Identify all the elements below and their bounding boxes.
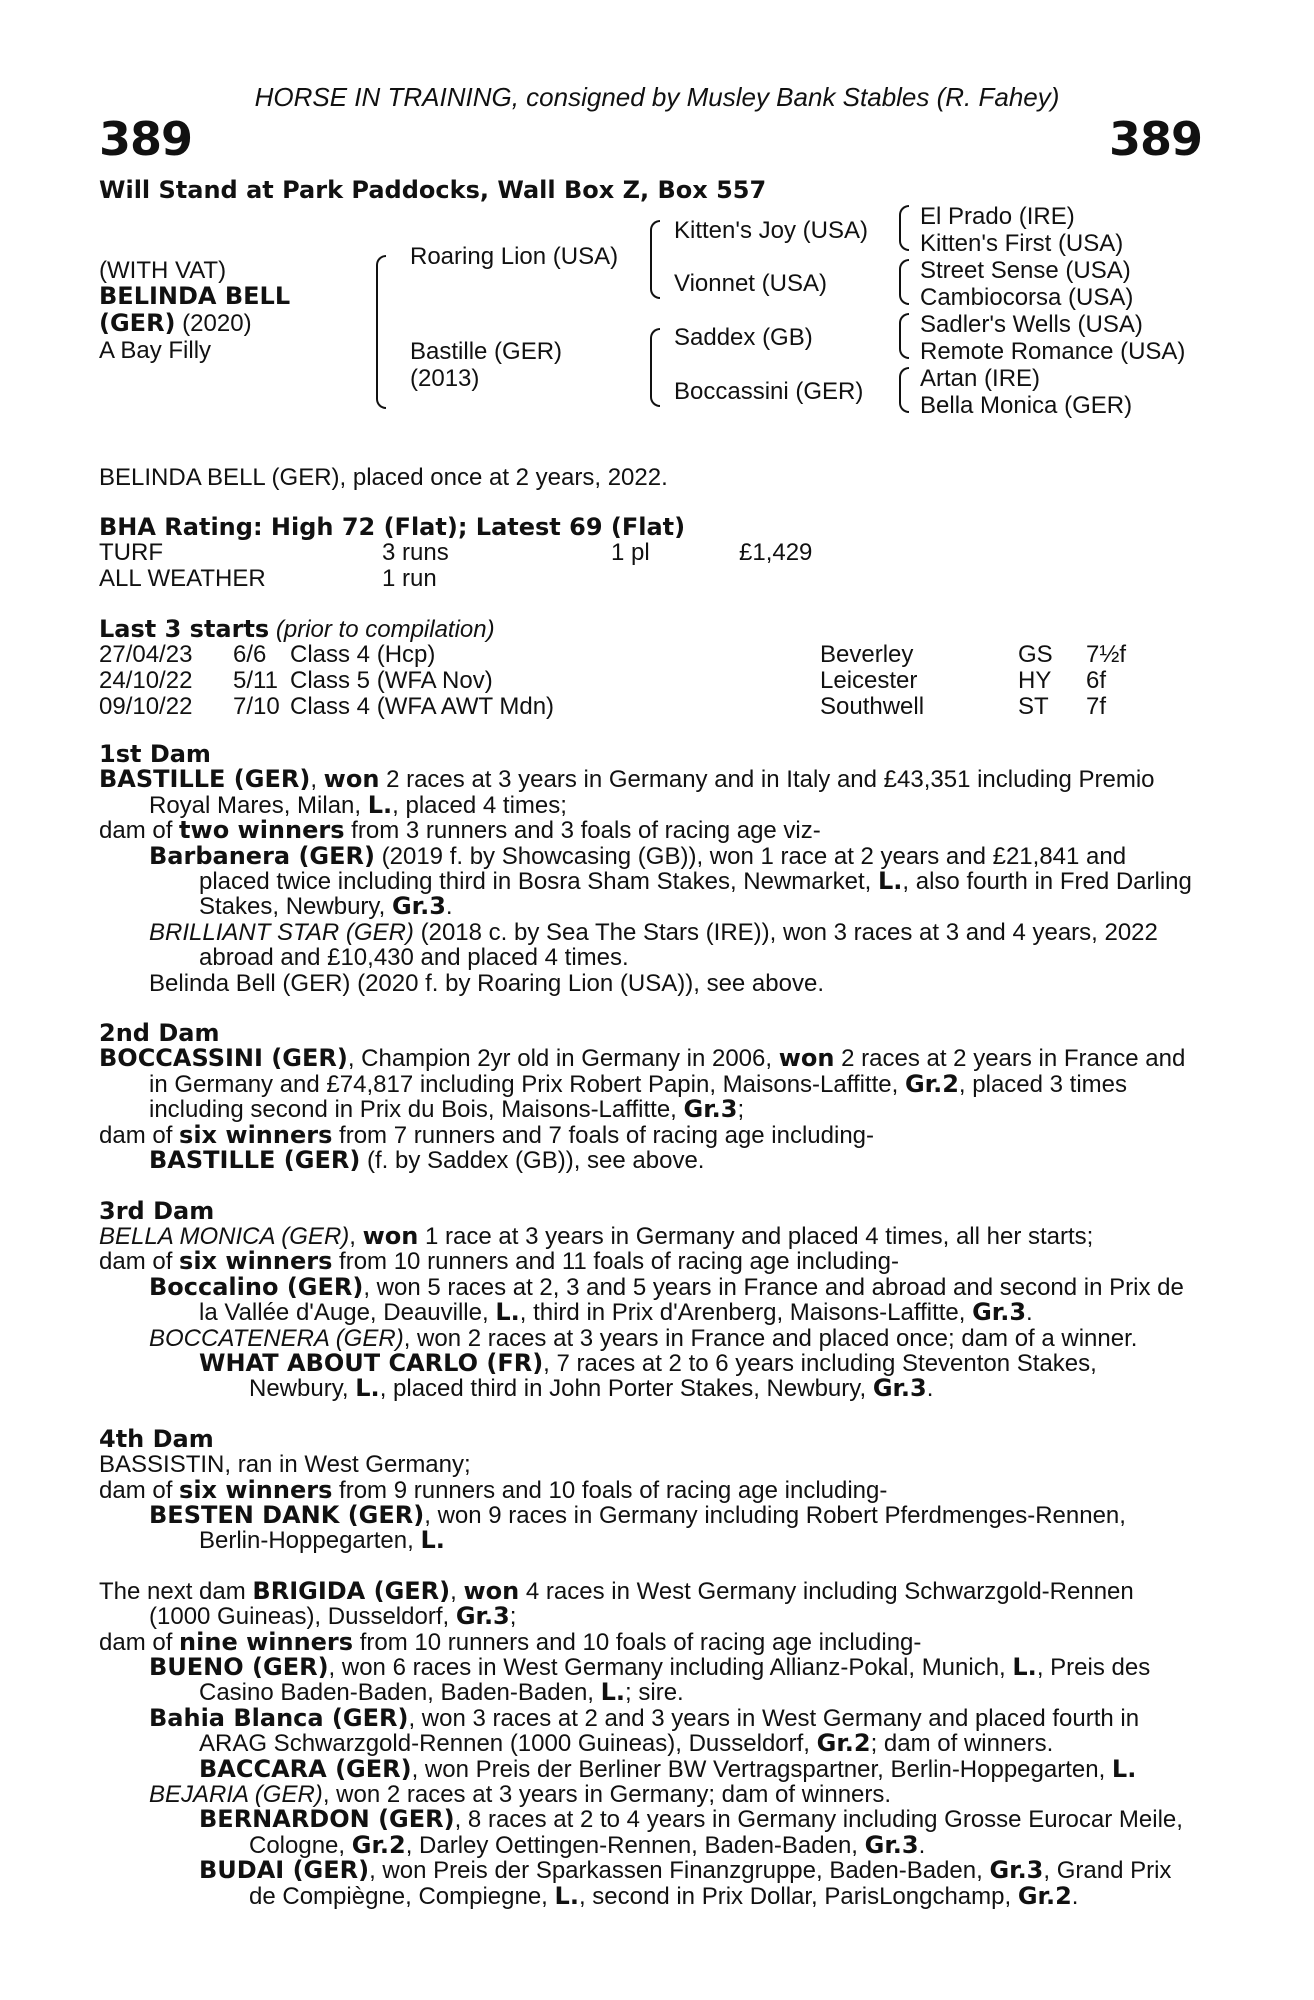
dam3-produce-1 [149,1272,1201,1327]
nextdam-p1-name: BUENO (GER) [149,1653,329,1681]
sire-sire: Kitten's Joy (USA) [674,217,868,244]
pedigree-bracket-3b [899,259,909,305]
start-pos: 6/6 [233,641,267,668]
dam1-damof [99,818,1201,843]
nextdam-p5-group2: Gr.3 [864,1830,919,1859]
dam2-produce-1 [149,1148,1201,1173]
dam2-group1: Gr.2 [904,1069,959,1098]
nextdam-p2-text1: , won 3 races at 2 and 3 years in West Germany and placed fourth in ARAG Schwarzgold-Rennen (1000 Guineas), Dusseldorf, [199,1704,1140,1758]
dam3-heading: 3rd Dam [99,1196,215,1225]
start-going: GS [1018,641,1053,668]
nextdam-p5-group1: Gr.2 [351,1830,406,1859]
dam2-damof-a: dam of [99,1121,180,1149]
dam3-text2: 1 race at 3 years in Germany and placed 4 times, all her starts; [418,1222,1094,1250]
start-race: Class 4 (Hcp) [290,641,436,668]
nextdam-damof-c: from 10 runners and 10 foals of racing age including- [353,1628,922,1656]
dam3-p1-text1: , won 5 races at 2, 3 and 5 years in France and abroad and second in Prix de la Vallée d'Auge, Deauville, [199,1273,1184,1327]
lot-number-right: 389 [1108,112,1202,166]
nextdam-p6-text3: , second in Prix Dollar, ParisLongchamp, [578,1882,1018,1910]
consignment-header: HORSE IN TRAINING, consigned by Musley Bank Stables (R. Fahey) [254,82,1060,112]
turf-row [99,539,1199,565]
ped-dds: Artan (IRE) [920,365,1041,392]
ped-ssd: Kitten's First (USA) [920,230,1124,257]
nextdam-produce-1 [149,1655,1201,1706]
nextdam-damof-b: nine winners [179,1627,354,1656]
dam3-produce-2 [149,1326,1201,1351]
dam4-damof-b: six winners [179,1475,333,1504]
start-course: Beverley [820,641,914,668]
nextdam-p6-listed: L. [554,1881,579,1910]
horse-country: (GER) [99,309,176,337]
dam1-p1-group: Gr.3 [391,892,446,921]
dam1-p2-text: (2018 c. by Sea The Stars (IRE)), won 3 races at 3 and 4 years, 2022 abroad and £10,430 and placed 4 times. [199,918,1158,972]
dam3-p1-listed: L. [495,1298,520,1327]
start-pos: 5/11 [233,667,278,694]
nextdam-p2-text2: ; dam of winners. [870,1730,1054,1758]
dam1-won: won [323,765,380,794]
dam3-p3-group: Gr.3 [872,1374,927,1403]
nextdam-produce-6 [199,1858,1201,1909]
nextdam-produce-3 [199,1754,1201,1783]
nextdam-text3: ; [509,1603,517,1631]
start-row [99,667,1199,693]
nextdam-produce-5 [199,1807,1201,1858]
dam: Bastille (GER) [410,338,563,365]
dam2-text1: , Champion 2yr old in Germany in 2006, [347,1045,779,1073]
pedigree-bracket-3d [899,367,909,413]
nextdam-text2: 4 races in West Germany including Schwarzgold-Rennen (1000 Guineas), Dusseldorf, [149,1577,1134,1631]
dam1-damof-c: from 3 runners and 3 foals of racing age viz- [344,817,821,845]
pedigree-bracket-1 [376,255,386,409]
start-date: 09/10/22 [99,693,193,720]
start-pos: 7/10 [233,693,280,720]
turf-label: TURF [99,539,163,566]
start-going: ST [1018,693,1049,720]
dam2-damof [99,1120,1201,1149]
start-course: Leicester [820,667,918,694]
dam3-record [99,1221,1201,1250]
dam2-damof-b: six winners [179,1120,333,1149]
start-going: HY [1018,667,1052,694]
start-race: Class 4 (WFA AWT Mdn) [290,693,555,720]
last-starts-note: (prior to compilation) [269,616,495,643]
dam3-name: BELLA MONICA (GER) [99,1222,350,1250]
bha-rating: BHA Rating: High 72 (Flat); Latest 69 (Flat) [99,513,686,541]
dam3-produce-3 [199,1348,1201,1403]
nextdam-name: BRIGIDA (GER) [252,1576,451,1605]
nextdam-p5-text2: , Darley Oettingen-Rennen, Baden-Baden, [405,1831,865,1859]
pedigree-bracket-3c [899,313,909,359]
dam4-damof-a: dam of [99,1476,180,1504]
ped-sss: El Prado (IRE) [920,203,1075,230]
start-row [99,693,1199,719]
dam1-damof-b: two winners [179,816,345,845]
ped-dsd: Remote Romance (USA) [920,338,1186,365]
stand-location: Will Stand at Park Paddocks, Wall Box Z, Box 557 [99,176,767,204]
nextdam-group: Gr.3 [455,1602,510,1631]
dam4-record: BASSISTIN, ran in West Germany; [99,1451,471,1479]
nextdam-produce-2 [149,1703,1201,1758]
horse-name: BELINDA BELL [99,282,291,310]
dam2-name: BOCCASSINI (GER) [99,1044,348,1073]
lot-number-left: 389 [99,112,193,166]
dam1-produce-2 [149,920,1201,971]
dam3-p3-text2: , placed third in John Porter Stakes, Newbury, [379,1375,873,1403]
dam4-p1-name: BESTEN DANK (GER) [149,1500,425,1529]
nextdam-p1-text2: , Preis des Casino Baden-Baden, Baden-Baden, [199,1654,1151,1707]
dam1-p1-text2: , also fourth in Fred Darling Stakes, Newbury, [199,868,1192,921]
dam2-p1-text: (f. by Saddex (GB)), see above. [360,1147,705,1175]
dam3-p3-name: WHAT ABOUT CARLO (FR) [199,1348,544,1377]
nextdam-p5-name: BERNARDON (GER) [199,1805,455,1834]
dam2-won: won [778,1044,835,1073]
ped-sds: Street Sense (USA) [920,257,1131,284]
nextdam-p5-text1: , 8 races at 2 to 4 years in Germany including Grosse Eurocar Meile, Cologne, [249,1806,1183,1859]
nextdam-p1-text3: ; sire. [625,1679,684,1707]
nextdam-won: won [463,1576,520,1605]
dam1-damof-a: dam of [99,817,180,845]
nextdam-damof-a: dam of [99,1628,180,1656]
dam1-p1-text1: (2019 f. by Showcasing (GB)), won 1 race at 2 years and £21,841 and placed twice including third in Bosra Sham Stakes, Newmarket, [199,842,1127,896]
start-dist: 7½f [1086,641,1127,668]
dam2-p1-name: BASTILLE (GER) [149,1146,361,1175]
dam1-text2: , placed 4 times; [392,791,567,819]
dam3-p1-text3: . [1026,1299,1033,1327]
dam1-p1-listed: L. [877,867,903,896]
dam2-text3: , placed 3 times including second in Prix du Bois, Maisons-Laffitte, [149,1070,1128,1124]
nextdam-p6-text4: . [1071,1882,1079,1910]
dam3-damof-c: from 10 runners and 11 foals of racing age including- [332,1248,899,1276]
dam3-won: won [362,1221,419,1250]
dam4-p1-listed: L. [420,1526,445,1555]
aw-runs: 1 run [382,565,437,592]
nextdam-p3-listed: L. [1111,1754,1137,1783]
ped-dss: Sadler's Wells (USA) [920,311,1143,338]
dam1-heading: 1st Dam [99,740,211,768]
dam-sire: Saddex (GB) [674,324,813,351]
dam2-heading: 2nd Dam [99,1019,220,1048]
nextdam-text0: The next dam [99,1577,253,1605]
dam4-damof-c: from 9 runners and 10 foals of racing age including- [332,1476,888,1504]
vat-label: (WITH VAT) [99,257,227,284]
dam1-produce-3: Belinda Bell (GER) (2020 f. by Roaring Lion (USA)), see above. [149,969,824,997]
nextdam-p4-text: , won 2 races at 3 years in Germany; dam of winners. [322,1781,892,1809]
dam1-text1: 2 races at 3 years in Germany and in Italy and £43,351 including Premio Royal Mares, Milan, [149,766,1155,819]
start-date: 27/04/23 [99,641,193,668]
dam-year: (2013) [410,365,480,392]
dam3-p3-text1: , 7 races at 2 to 6 years including Steventon Stakes, Newbury, [249,1349,1097,1403]
dam-sections [99,742,1201,1909]
nextdam-p2-group: Gr.2 [816,1729,871,1758]
dam1-p2-name: BRILLIANT STAR (GER) [149,918,414,946]
nextdam-text1: , [450,1577,464,1605]
nextdam-p2-name: Bahia Blanca (GER) [149,1703,409,1732]
dam2-record [99,1046,1201,1122]
nextdam-p6-group2: Gr.2 [1017,1881,1072,1910]
dam4-heading: 4th Dam [99,1424,214,1453]
dam-dam: Boccassini (GER) [674,378,864,405]
start-dist: 7f [1086,693,1107,720]
dam2-text2: 2 races at 2 years in France and in Germany and £74,817 including Prix Robert Papin, Maisons-Laffitte, [149,1045,1186,1098]
horse-year: (2020) [175,310,252,337]
pedigree-bracket-3a [899,205,909,251]
nextdam-produce-4 [149,1782,1201,1807]
horse-description: A Bay Filly [99,337,212,364]
dam3-p1-text2: , third in Prix d'Arenberg, Maisons-Laffitte, [519,1299,973,1327]
last-starts-title: Last 3 starts [99,615,270,643]
start-row [99,641,1199,667]
ped-ddd: Bella Monica (GER) [920,392,1133,419]
pedigree-bracket-2a [650,220,660,299]
aw-row [99,565,1199,591]
summary-line: BELINDA BELL (GER), placed once at 2 years, 2022. [99,464,668,491]
dam3-p1-name: Boccalino (GER) [149,1272,364,1301]
dam2-text4: ; [737,1096,745,1124]
dam3-text1: , [349,1222,363,1250]
dam3-damof [99,1249,1201,1274]
dam1-produce-1 [149,841,1201,921]
dam3-p1-group: Gr.3 [972,1298,1027,1327]
dam4-p1-text: , won 9 races in Germany including Robert Pferdmenges-Rennen, Berlin-Hoppegarten, [199,1501,1126,1555]
turf-runs: 3 runs [382,539,449,566]
nextdam-p4-name: BEJARIA (GER) [149,1781,323,1809]
nextdam-p6-name: BUDAI (GER) [199,1856,370,1885]
dam4-damof [99,1475,1201,1504]
dam4-produce-1 [149,1500,1201,1555]
dam1-record: BASTILLE (GER), won 2 races at 3 years in Germany and in Italy and £43,351 including Premio Royal Mares, Milan, L., placed 4 times; [99,765,1155,819]
dam1-p1-name: Barbanera (GER) [149,841,375,870]
dam3-p2-text: , won 2 races at 3 years in France and placed once; dam of a winner. [403,1324,1138,1352]
nextdam-p3-text1: , won Preis der Berliner BW Vertragspartner, Berlin-Hoppegarten, [411,1755,1112,1783]
aw-label: ALL WEATHER [99,565,266,592]
nextdam-p1-listed1: L. [1012,1653,1037,1681]
start-race: Class 5 (WFA Nov) [290,667,493,694]
start-dist: 6f [1086,667,1107,694]
dam1-listed: L. [367,790,393,819]
nextdam-p6-group1: Gr.3 [989,1856,1044,1885]
start-course: Southwell [820,693,925,720]
dam3-p3-listed: L. [355,1374,380,1403]
nextdam-p5-text3: . [918,1831,926,1859]
dam2-damof-c: from 7 runners and 7 foals of racing age including- [332,1121,875,1149]
nextdam-p3-name: BACCARA (GER) [199,1754,412,1783]
nextdam-p1-text1: , won 6 races in West Germany including Allianz-Pokal, Munich, [328,1654,1013,1681]
dam2-group2: Gr.3 [683,1095,738,1124]
horse-country-year [99,310,252,337]
nextdam-damof [99,1627,1201,1656]
nextdam-p6-text1: , won Preis der Sparkassen Finanzgruppe, Baden-Baden, [369,1857,990,1885]
turf-prize: £1,429 [739,539,813,566]
dam1-p1-text3: . [445,893,453,921]
sire-dam: Vionnet (USA) [674,270,827,297]
sire: Roaring Lion (USA) [410,243,619,270]
nextdam-record [99,1576,1201,1631]
dam3-p2-name: BOCCATENERA (GER) [149,1324,404,1352]
ped-sdd: Cambiocorsa (USA) [920,284,1134,311]
turf-placed: 1 pl [611,539,650,566]
dam3-damof-a: dam of [99,1248,180,1276]
start-date: 24/10/22 [99,667,193,694]
dam1-name: BASTILLE (GER) [99,765,311,794]
nextdam-p6-text2: , Grand Prix de Compiègne, Compiegne, [249,1857,1172,1910]
dam3-damof-b: six winners [179,1247,333,1276]
last-starts-heading [99,615,495,644]
pedigree-bracket-2b [650,328,660,407]
dam3-p3-text3: . [926,1375,934,1403]
nextdam-p1-listed2: L. [600,1678,626,1707]
